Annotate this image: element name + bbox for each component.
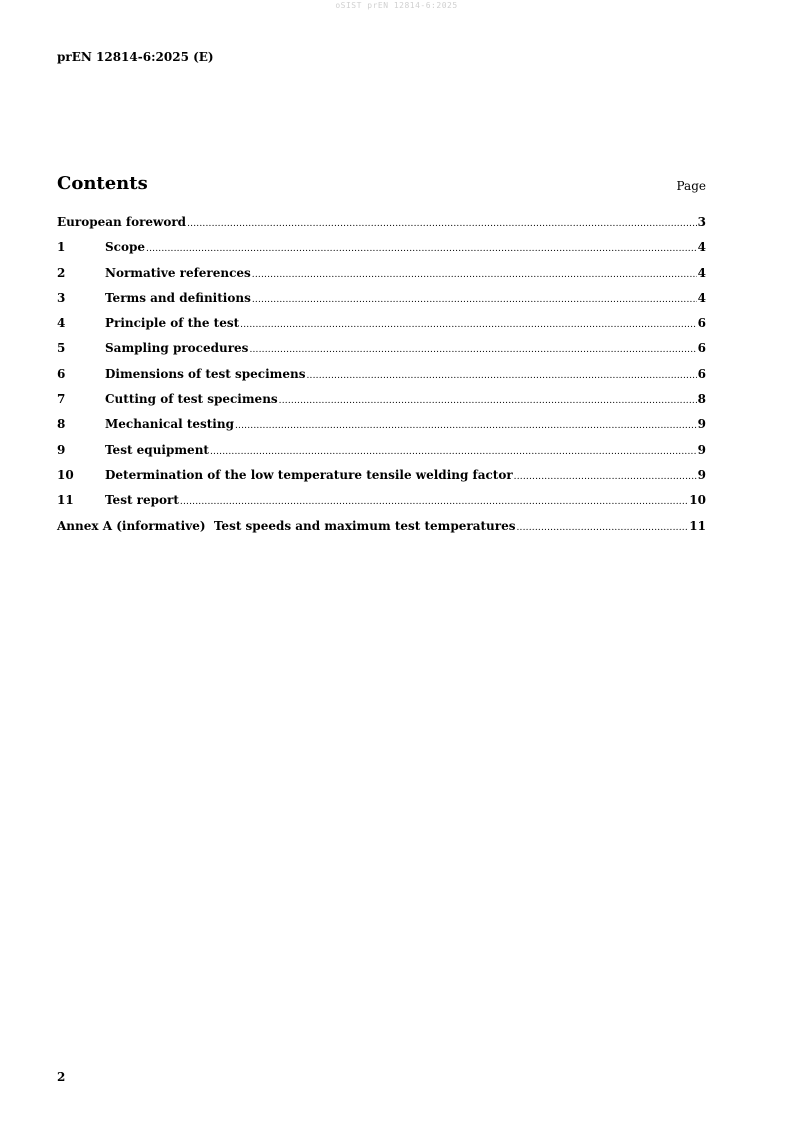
toc-entry-title: Determination of the low temperature tensile welding factor xyxy=(105,467,513,482)
toc-dot-leader xyxy=(187,216,697,232)
toc-entry-5[interactable] xyxy=(57,340,706,365)
toc-entry-9[interactable] xyxy=(57,442,706,467)
toc-dot-leader xyxy=(279,393,697,409)
toc-entry-11[interactable] xyxy=(57,492,706,517)
contents-heading xyxy=(57,172,706,198)
toc-dot-leader xyxy=(249,342,696,358)
toc-entry-1[interactable] xyxy=(57,239,706,264)
toc-entry-title: European foreword xyxy=(57,215,187,229)
toc-entry-page: 9 xyxy=(697,442,706,457)
toc-entry-title: Test equipment xyxy=(105,442,209,457)
toc-entry-title: Dimensions of test specimens xyxy=(105,366,306,381)
toc-entry-8[interactable] xyxy=(57,416,706,441)
toc-entry-page: 3 xyxy=(697,215,706,229)
toc-entry-foreword[interactable] xyxy=(57,214,706,239)
toc-entry-annex-a[interactable] xyxy=(57,518,706,543)
toc-entry-title: Normative references xyxy=(105,265,251,280)
toc-entry-page: 11 xyxy=(689,518,706,533)
toc-dot-leader xyxy=(180,494,688,510)
toc-entry-number: 10 xyxy=(57,467,74,482)
toc-entry-number: 5 xyxy=(57,341,66,356)
toc-dot-leader xyxy=(235,418,697,434)
toc-dot-leader xyxy=(306,368,696,384)
document-id: prEN 12814-6:2025 (E) xyxy=(57,50,214,64)
toc-entry-number: 2 xyxy=(57,265,66,280)
page-number: 2 xyxy=(57,1070,66,1084)
watermark: oSIST prEN 12814-6:2025 xyxy=(335,1,458,10)
toc-entry-page: 6 xyxy=(697,341,706,356)
toc-entry-page: 4 xyxy=(697,290,706,305)
toc-entry-7[interactable] xyxy=(57,391,706,416)
toc-entry-page: 9 xyxy=(697,417,706,432)
toc-entry-title: Mechanical testing xyxy=(105,417,234,432)
toc-entry-number: 1 xyxy=(57,240,66,255)
toc-dot-leader xyxy=(514,469,697,485)
table-of-contents xyxy=(57,214,706,543)
toc-entry-title: Annex A (informative) Test speeds and maximum test temperatures xyxy=(57,518,516,533)
toc-entry-number: 8 xyxy=(57,417,66,432)
toc-entry-number: 7 xyxy=(57,392,66,407)
toc-entry-6[interactable] xyxy=(57,366,706,391)
toc-entry-number: 4 xyxy=(57,316,66,331)
toc-entry-number: 3 xyxy=(57,290,66,305)
toc-dot-leader xyxy=(516,520,688,536)
toc-entry-title: Scope xyxy=(105,240,146,255)
page-column-label: Page xyxy=(676,179,706,193)
toc-dot-leader xyxy=(210,444,697,460)
toc-entry-title: Terms and definitions xyxy=(105,290,251,305)
toc-entry-number: 9 xyxy=(57,442,66,457)
toc-entry-3[interactable] xyxy=(57,290,706,315)
toc-entry-page: 6 xyxy=(697,316,706,331)
toc-entry-page: 4 xyxy=(697,265,706,280)
toc-entry-page: 8 xyxy=(697,392,706,407)
toc-entry-number: 11 xyxy=(57,493,74,508)
toc-entry-title: Sampling procedures xyxy=(105,341,249,356)
toc-entry-page: 4 xyxy=(697,240,706,255)
toc-entry-title: Principle of the test xyxy=(105,316,240,331)
toc-entry-10[interactable] xyxy=(57,467,706,492)
toc-entry-page: 9 xyxy=(697,467,706,482)
toc-entry-title: Cutting of test specimens xyxy=(105,392,278,407)
toc-dot-leader xyxy=(252,292,697,308)
toc-entry-2[interactable] xyxy=(57,265,706,290)
toc-entry-title: Test report xyxy=(105,493,179,508)
toc-dot-leader xyxy=(252,267,697,283)
toc-dot-leader xyxy=(240,317,696,333)
toc-dot-leader xyxy=(146,241,697,257)
toc-entry-number: 6 xyxy=(57,366,66,381)
toc-entry-page: 6 xyxy=(697,366,706,381)
contents-title: Contents xyxy=(57,173,148,194)
toc-entry-page: 10 xyxy=(689,493,706,508)
toc-entry-4[interactable] xyxy=(57,315,706,340)
